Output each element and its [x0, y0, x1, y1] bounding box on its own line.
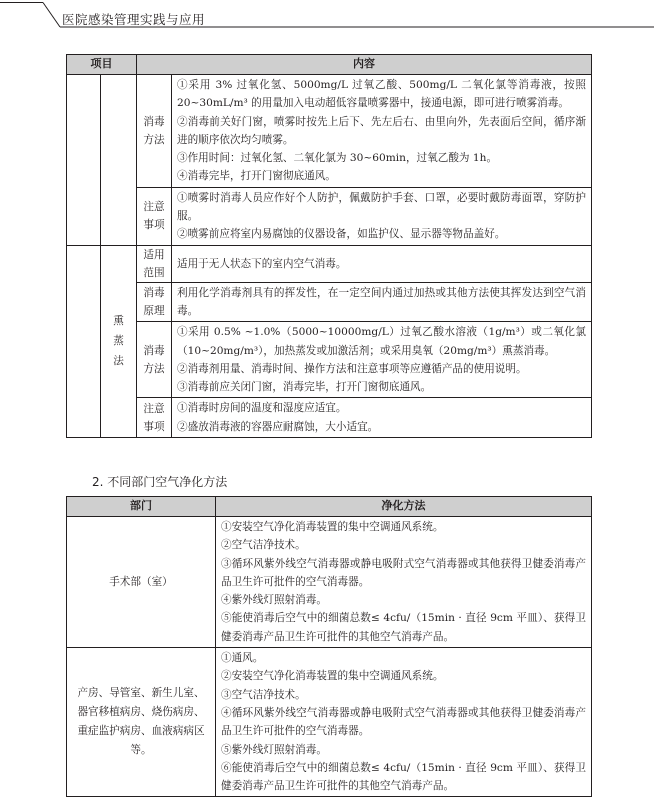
content-line: ③消毒前应关闭门窗，消毒完毕，打开门窗彻底通风。 — [177, 381, 432, 394]
row-content — [172, 187, 592, 245]
row-label: 注意事项 — [137, 187, 172, 245]
content-line: ⑤能使消毒后空气中的细菌总数≤ 4cfu/（15min · 直径 9cm 平皿）、获得卫健委消毒产品卫生许可批件的其他空气消毒产品。 — [221, 612, 586, 643]
department-air-purification-table — [66, 496, 592, 797]
table-row — [67, 648, 592, 797]
table-row — [67, 398, 592, 438]
table-row — [67, 187, 592, 245]
content-line: ①采用 3% 过氧化氢、5000mg/L 过氧乙酸、500mg/L 二氧化氯等消毒液，按照 20~30mL/m³ 的用量加入电动超低容量喷雾器中，接通电源，即可进行喷雾消毒。 — [177, 79, 586, 110]
method-cell — [216, 648, 592, 797]
content-line: ②消毒前关好门窗，喷雾时按先上后下、先左后右、由里向外，先表面后空间，循序渐进的顺序依次均匀喷雾。 — [177, 115, 586, 146]
category-cell-blank — [67, 245, 101, 437]
table-row — [67, 517, 592, 648]
content-line: ①采用 0.5% ~1.0%（5000~10000mg/L）过氧乙酸水溶液（1g/m³）或二氧化氯（10~20mg/m³），加热蒸发或加激活剂；或采用臭氧（20mg/m³）熏蒸消毒。 — [177, 326, 586, 357]
content-line: 适用于无人状态下的室内空气消毒。 — [177, 257, 347, 270]
air-disinfection-table — [66, 54, 592, 438]
table-header-row — [67, 55, 592, 75]
row-content — [172, 245, 592, 282]
table-row — [67, 322, 592, 398]
content-line: 利用化学消毒剂具有的挥发性，在一定空间内通过加热或其他方法使其挥发达到空气消毒。 — [177, 286, 586, 317]
section-heading: 2. 不同部门空气净化方法 — [92, 475, 228, 489]
header-item: 项目 — [67, 55, 137, 75]
content-line: ④循环风紫外线空气消毒器或静电吸附式空气消毒器或其他获得卫健委消毒产品卫生许可批件的空气消毒器。 — [221, 706, 586, 738]
category-cell-continued — [101, 75, 137, 246]
running-head — [0, 0, 654, 34]
content-line: ③空气洁净技术。 — [221, 688, 306, 701]
row-label: 消毒方法 — [137, 322, 172, 398]
row-label: 消毒原理 — [137, 282, 172, 322]
content-line: ③循环风紫外线空气消毒器或静电吸附式空气消毒器或其他获得卫健委消毒产品卫生许可批件的空气消毒器。 — [221, 557, 586, 588]
content-line: ④紫外线灯照射消毒。 — [221, 594, 327, 607]
row-content — [172, 75, 592, 188]
table-row — [67, 282, 592, 322]
content-line: ②消毒剂用量、消毒时间、操作方法和注意事项等应遵循产品的使用说明。 — [177, 362, 527, 375]
content-line: ①安装空气净化消毒装置的集中空调通风系统。 — [221, 521, 444, 533]
department-cell: 产房、导管室、新生儿室、器官移植病房、烧伤病房、重症监护病房、血液病病区等。 — [67, 648, 216, 797]
row-content — [172, 322, 592, 398]
category-cell-continued — [67, 75, 101, 246]
content-line: ④消毒完毕，打开门窗彻底通风。 — [177, 170, 336, 183]
content-line: ⑤紫外线灯照射消毒。 — [221, 743, 327, 756]
header-method: 净化方法 — [216, 497, 592, 517]
row-label: 注意事项 — [137, 398, 172, 438]
table-header-row — [67, 497, 592, 517]
department-cell: 手术部（室） — [67, 517, 216, 648]
row-label: 适用范围 — [137, 245, 172, 282]
table-row — [67, 75, 592, 188]
row-content — [172, 282, 592, 322]
content-line: ②盛放消毒液的容器应耐腐蚀，大小适宜。 — [177, 420, 379, 433]
header-content: 内容 — [137, 55, 592, 75]
content-line: ②喷雾前应将室内易腐蚀的仪器设备，如监护仪、显示器等物品盖好。 — [177, 228, 506, 241]
table-row — [67, 245, 592, 282]
content-line: ①通风。 — [221, 652, 264, 665]
content-line: ③作用时间：过氧化氢、二氧化氯为 30~60min，过氧乙酸为 1h。 — [177, 152, 498, 165]
content-line: ②安装空气净化消毒装置的集中空调通风系统。 — [221, 670, 444, 683]
content-line: ①消毒时房间的温度和湿度应适宜。 — [177, 402, 347, 415]
content-line: ②空气洁净技术。 — [221, 539, 306, 552]
book-title: 医院感染管理实践与应用 — [62, 12, 206, 27]
category-fumigation: 熏蒸法 — [101, 245, 137, 437]
row-label: 消毒方法 — [137, 75, 172, 188]
content-line: ⑥能使消毒后空气中的细菌总数≤ 4cfu/（15min · 直径 9cm 平皿）、获得卫健委消毒产品卫生许可批件的其他空气消毒产品。 — [221, 761, 586, 793]
content-line: ①喷雾时消毒人员应作好个人防护，佩戴防护手套、口罩，必要时戴防毒面罩，穿防护服。 — [177, 191, 586, 223]
method-cell — [216, 517, 592, 648]
header-department: 部门 — [67, 497, 216, 517]
row-content — [172, 398, 592, 438]
